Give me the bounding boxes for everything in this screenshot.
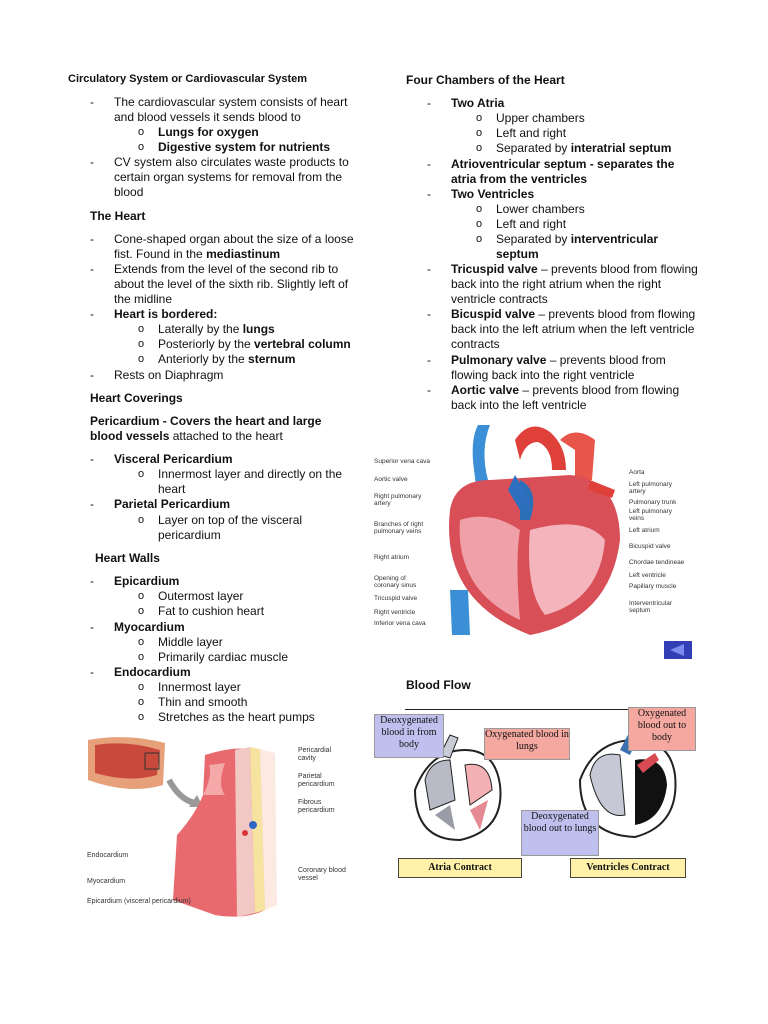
deoxygenated-in-box: Deoxygenated blood in from body bbox=[374, 714, 444, 758]
atria-item: - Two Atria bbox=[427, 96, 505, 110]
back-arrow-button[interactable] bbox=[664, 641, 692, 659]
heart-item-2: - Extends from the level of the second rib to about the level of the sixth rib. Slightly left of the midline bbox=[90, 262, 349, 306]
label-fibrous-pericardium: Fibrous pericardium bbox=[298, 799, 335, 814]
label-chordae-tendineae: Chordae tendineae bbox=[629, 559, 685, 566]
atria-contract-box: Atria Contract bbox=[398, 858, 522, 878]
vent-item: - Two Ventricles bbox=[427, 187, 535, 201]
label-coronary-sinus: Opening of coronary sinus bbox=[374, 575, 417, 589]
label-myocardium: Myocardium bbox=[87, 878, 126, 885]
walls-title: Heart Walls bbox=[95, 551, 160, 565]
heart-diagram bbox=[370, 420, 695, 645]
label-pulmonary-trunk: Pulmonary trunk bbox=[629, 499, 677, 506]
label-left-pulmonary-veins: Left pulmonary veins bbox=[629, 508, 672, 522]
endo-sub-2: o Thin and smooth bbox=[138, 695, 248, 709]
myo-item: - Myocardium bbox=[90, 620, 185, 634]
label-tricuspid-valve: Tricuspid valve bbox=[374, 595, 418, 602]
epi-sub-1: o Outermost layer bbox=[138, 589, 244, 603]
label-right-pulmonary-veins: Branches of right pulmonary veins bbox=[374, 521, 424, 535]
label-pericardial-cavity: Pericardial cavity bbox=[298, 747, 332, 762]
label-epicardium: Epicardium (visceral pericardium) bbox=[87, 898, 191, 905]
oxygenated-out-box: Oxygenated blood out to body bbox=[628, 707, 696, 751]
pulmonary-item: - Pulmonary valve – prevents blood from flowing back into the right ventricle bbox=[427, 353, 666, 382]
label-endocardium: Endocardium bbox=[87, 852, 129, 859]
endo-sub-1: o Innermost layer bbox=[138, 680, 241, 694]
label-bicuspid-valve: Bicuspid valve bbox=[629, 543, 671, 550]
right-title: Four Chambers of the Heart bbox=[406, 73, 565, 87]
atria-sub-3: o Separated by interatrial septum bbox=[476, 141, 672, 155]
atria-sub-1: o Upper chambers bbox=[476, 111, 585, 125]
parietal-sub: o Layer on top of the visceral pericardium bbox=[138, 513, 303, 542]
blood-flow-title: Blood Flow bbox=[406, 678, 471, 692]
intro-item-2: - CV system also circulates waste products to certain organ systems for removal from the blood bbox=[90, 155, 349, 199]
oxygenated-lungs-box: Oxygenated blood in lungs bbox=[484, 728, 570, 760]
deoxygenated-out-box: Deoxygenated blood out to lungs bbox=[521, 810, 599, 856]
label-parietal-pericardium: Parietal pericardium bbox=[298, 773, 335, 788]
epi-item: - Epicardium bbox=[90, 574, 180, 588]
visceral-sub: o Innermost layer and directly on the heart bbox=[138, 467, 343, 496]
label-aortic-valve: Aortic valve bbox=[374, 476, 408, 483]
label-coronary-blood-vessel: Coronary blood vessel bbox=[298, 867, 346, 882]
label-interventricular-septum: Interventricular septum bbox=[629, 600, 672, 614]
label-inferior-vena-cava: Inferior vena cava bbox=[374, 620, 426, 627]
border-1: o Laterally by the lungs bbox=[138, 322, 275, 336]
left-title: Circulatory System or Cardiovascular System bbox=[68, 73, 308, 85]
heart-item-4: - Rests on Diaphragm bbox=[90, 368, 224, 382]
left-arrow-icon bbox=[664, 641, 692, 659]
border-2: o Posteriorly by the vertebral column bbox=[138, 337, 351, 351]
atria-sub-2: o Left and right bbox=[476, 126, 567, 140]
pericardium-text: Pericardium - Covers the heart and large blood vessels attached to the heart bbox=[90, 414, 322, 443]
heart-wall-illustration bbox=[85, 735, 355, 925]
aortic-item: - Aortic valve – prevents blood from flowing back into the left ventricle bbox=[427, 383, 680, 412]
av-item: - Atrioventricular septum - separates the atria from the ventricles bbox=[427, 157, 675, 186]
label-right-pulmonary-artery: Right pulmonary artery bbox=[374, 493, 422, 507]
label-right-ventricle: Right ventricle bbox=[374, 609, 416, 616]
label-aorta: Aorta bbox=[629, 469, 645, 476]
label-left-ventricle: Left ventricle bbox=[629, 572, 666, 579]
label-papillary-muscle: Papillary muscle bbox=[629, 583, 677, 590]
endo-item: - Endocardium bbox=[90, 665, 191, 679]
intro-item-1: - The cardiovascular system consists of heart and blood vessels it sends blood to bbox=[90, 95, 348, 124]
tricuspid-item: - Tricuspid valve – prevents blood from flowing back into the right atrium when the right ventricle contracts bbox=[427, 262, 698, 306]
intro-sub-2: o Digestive system for nutrients bbox=[138, 140, 331, 154]
visceral-item: - Visceral Pericardium bbox=[90, 452, 233, 466]
parietal-item: - Parietal Pericardium bbox=[90, 497, 231, 511]
intro-sub-1: o Lungs for oxygen bbox=[138, 125, 259, 139]
bicuspid-item: - Bicuspid valve – prevents blood from flowing back into the left atrium when the left ventricle contracts bbox=[427, 307, 696, 351]
border-3: o Anteriorly by the sternum bbox=[138, 352, 296, 366]
heart-item-3: - Heart is bordered: bbox=[90, 307, 218, 321]
heart-title: The Heart bbox=[90, 209, 146, 223]
heart-item-1: - Cone-shaped organ about the size of a loose fist. Found in the mediastinum bbox=[90, 232, 354, 261]
vent-sub-2: o Left and right bbox=[476, 217, 567, 231]
label-left-pulmonary-artery: Left pulmonary artery bbox=[629, 481, 672, 495]
myo-sub-2: o Primarily cardiac muscle bbox=[138, 650, 289, 664]
heart-wall-diagram bbox=[85, 735, 355, 925]
label-superior-vena-cava: Superior vena cava bbox=[374, 458, 431, 465]
coverings-title: Heart Coverings bbox=[90, 391, 183, 405]
ventricles-contract-box: Ventricles Contract bbox=[570, 858, 686, 878]
vent-sub-3: o Separated by interventricular septum bbox=[476, 232, 659, 261]
label-right-atrium: Right atrium bbox=[374, 554, 410, 561]
epi-sub-2: o Fat to cushion heart bbox=[138, 604, 265, 618]
vent-sub-1: o Lower chambers bbox=[476, 202, 585, 216]
label-left-atrium: Left atrium bbox=[629, 527, 660, 534]
endo-sub-3: o Stretches as the heart pumps bbox=[138, 710, 315, 724]
myo-sub-1: o Middle layer bbox=[138, 635, 223, 649]
